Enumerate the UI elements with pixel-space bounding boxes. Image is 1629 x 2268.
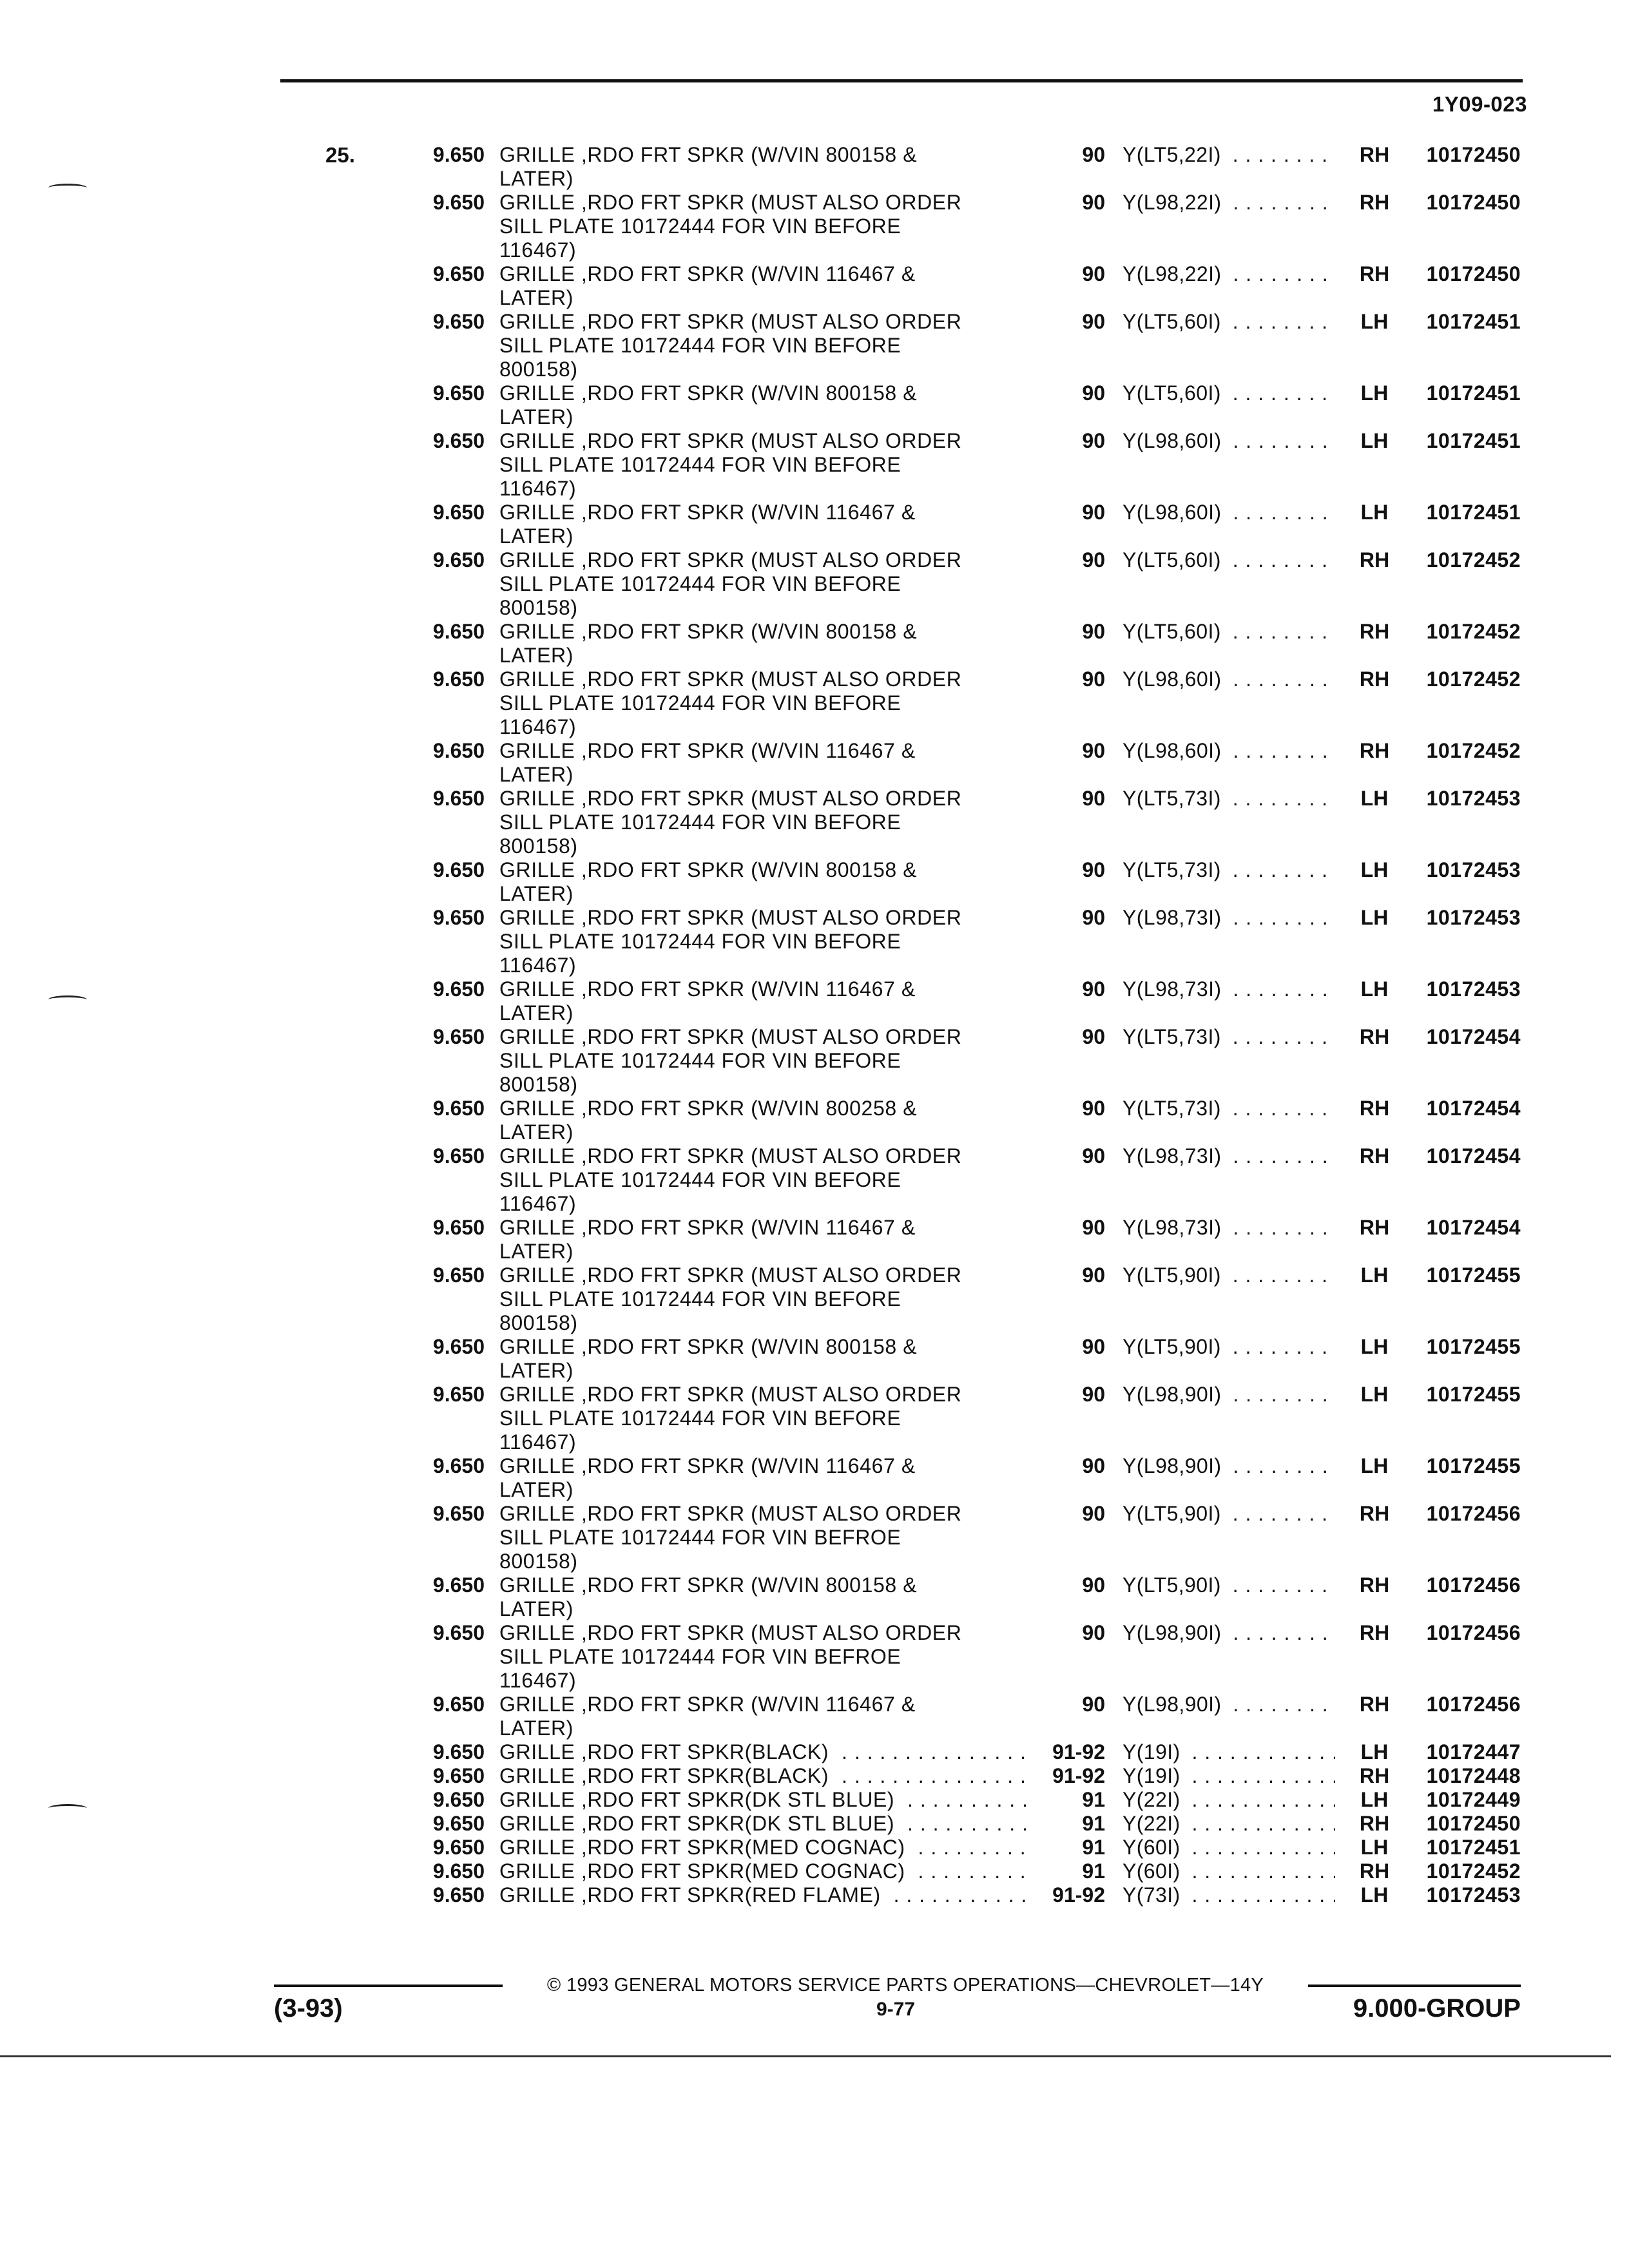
page-number: 9-77 bbox=[876, 1999, 916, 2020]
group-number: 9.650 bbox=[432, 1025, 485, 1048]
part-number: 10172451 bbox=[1426, 501, 1521, 524]
part-row bbox=[0, 977, 1629, 1025]
group-number: 9.650 bbox=[432, 1502, 485, 1525]
part-description: GRILLE ,RDO FRT SPKR (W/VIN 800158 & LATER) bbox=[499, 858, 918, 905]
usage-code bbox=[1123, 858, 1335, 882]
part-description: GRILLE ,RDO FRT SPKR (MUST ALSO ORDER SILL PLATE 10172444 FOR VIN BEFORE 800158) bbox=[499, 787, 962, 858]
part-number: 10172450 bbox=[1426, 191, 1521, 214]
usage-code-text: Y(LT5,90I) bbox=[1123, 1573, 1226, 1597]
part-row bbox=[0, 1144, 1629, 1216]
usage-code-text: Y(LT5,22I) bbox=[1123, 143, 1226, 166]
group-number: 9.650 bbox=[432, 1836, 485, 1859]
part-row bbox=[0, 668, 1629, 739]
usage-code-text: Y(LT5,60I) bbox=[1123, 310, 1226, 333]
side-code: LH bbox=[1360, 1335, 1389, 1358]
part-description-text: GRILLE ,RDO FRT SPKR(BLACK) bbox=[499, 1764, 835, 1787]
part-description: GRILLE ,RDO FRT SPKR (MUST ALSO ORDER SILL PLATE 10172444 FOR VIN BEFORE 116467) bbox=[499, 668, 962, 738]
group-number: 9.650 bbox=[432, 143, 485, 166]
model-years: 91-92 bbox=[1052, 1764, 1105, 1787]
part-description: GRILLE ,RDO FRT SPKR (W/VIN 116467 & LATER) bbox=[499, 739, 916, 786]
usage-code bbox=[1123, 1335, 1335, 1359]
usage-code bbox=[1123, 1693, 1335, 1716]
model-years: 90 bbox=[1082, 548, 1105, 572]
usage-code-text: Y(LT5,73I) bbox=[1123, 1097, 1226, 1120]
revision-date: (3-93) bbox=[274, 1994, 343, 2023]
part-row bbox=[0, 1454, 1629, 1502]
part-description: GRILLE ,RDO FRT SPKR (MUST ALSO ORDER SILL PLATE 10172444 FOR VIN BEFORE 800158) bbox=[499, 1025, 962, 1096]
usage-code-text: Y(LT5,90I) bbox=[1123, 1335, 1226, 1358]
part-row bbox=[0, 1740, 1629, 1764]
copyright-notice: © 1993 GENERAL MOTORS SERVICE PARTS OPERATIONS—CHEVROLET—14Y bbox=[503, 1975, 1308, 1996]
part-number: 10172454 bbox=[1426, 1097, 1521, 1120]
document-code: 1Y09-023 bbox=[1432, 92, 1527, 116]
part-row bbox=[0, 1216, 1629, 1264]
usage-code bbox=[1123, 262, 1335, 286]
part-row bbox=[0, 787, 1629, 858]
group-number: 9.650 bbox=[432, 1573, 485, 1597]
group-label: 9.000-GROUP bbox=[1353, 1994, 1521, 2023]
model-years: 90 bbox=[1082, 668, 1105, 691]
group-number: 9.650 bbox=[432, 620, 485, 643]
group-number: 9.650 bbox=[432, 548, 485, 572]
usage-code-text: Y(L98,90I) bbox=[1123, 1454, 1226, 1477]
part-number: 10172453 bbox=[1426, 858, 1521, 881]
group-number: 9.650 bbox=[432, 501, 485, 524]
usage-code bbox=[1123, 977, 1335, 1001]
part-row bbox=[0, 858, 1629, 906]
part-row bbox=[0, 739, 1629, 787]
side-code: LH bbox=[1360, 310, 1389, 333]
model-years: 90 bbox=[1082, 143, 1105, 166]
model-years: 91 bbox=[1082, 1788, 1105, 1811]
part-row bbox=[0, 1860, 1629, 1883]
side-code: LH bbox=[1360, 906, 1389, 929]
group-number: 9.650 bbox=[432, 977, 485, 1001]
group-number: 9.650 bbox=[432, 381, 485, 405]
part-row bbox=[0, 1025, 1629, 1097]
model-years: 90 bbox=[1082, 977, 1105, 1001]
part-number: 10172455 bbox=[1426, 1454, 1521, 1477]
part-row bbox=[0, 1693, 1629, 1740]
model-years: 90 bbox=[1082, 787, 1105, 810]
part-number: 10172456 bbox=[1426, 1693, 1521, 1716]
usage-code-text: Y(L98,60I) bbox=[1123, 429, 1226, 452]
side-code: LH bbox=[1360, 1383, 1389, 1406]
side-code: LH bbox=[1360, 1883, 1389, 1907]
model-years: 90 bbox=[1082, 1383, 1105, 1406]
usage-code bbox=[1123, 548, 1335, 572]
part-number: 10172455 bbox=[1426, 1383, 1521, 1406]
usage-code bbox=[1123, 1764, 1335, 1788]
model-years: 91 bbox=[1082, 1836, 1105, 1859]
model-years: 90 bbox=[1082, 1621, 1105, 1644]
part-description: GRILLE ,RDO FRT SPKR (W/VIN 116467 & LATER) bbox=[499, 977, 916, 1024]
side-code: RH bbox=[1359, 1621, 1390, 1644]
group-number: 9.650 bbox=[432, 1740, 485, 1763]
part-description: GRILLE ,RDO FRT SPKR (MUST ALSO ORDER SILL PLATE 10172444 FOR VIN BEFROE 800158) bbox=[499, 1502, 962, 1573]
group-number: 9.650 bbox=[432, 1216, 485, 1239]
side-code: RH bbox=[1359, 1025, 1390, 1048]
part-description: GRILLE ,RDO FRT SPKR (MUST ALSO ORDER SILL PLATE 10172444 FOR VIN BEFORE 116467) bbox=[499, 191, 962, 262]
usage-code-text: Y(L98,73I) bbox=[1123, 1144, 1226, 1168]
usage-code-text: Y(60I) bbox=[1123, 1836, 1186, 1859]
side-code: RH bbox=[1359, 668, 1390, 691]
group-number: 9.650 bbox=[432, 310, 485, 333]
group-number: 9.650 bbox=[432, 787, 485, 810]
part-number: 10172449 bbox=[1426, 1788, 1521, 1811]
usage-code bbox=[1123, 143, 1335, 167]
group-number: 9.650 bbox=[432, 906, 485, 929]
usage-code-text: Y(LT5,60I) bbox=[1123, 620, 1226, 643]
part-description: GRILLE ,RDO FRT SPKR (W/VIN 800158 & LATER) bbox=[499, 620, 918, 667]
usage-code bbox=[1123, 1812, 1335, 1836]
side-code: RH bbox=[1359, 739, 1390, 762]
group-number: 9.650 bbox=[432, 1812, 485, 1835]
group-number: 9.650 bbox=[432, 1097, 485, 1120]
model-years: 90 bbox=[1082, 1144, 1105, 1168]
side-code: LH bbox=[1360, 977, 1389, 1001]
part-number: 10172452 bbox=[1426, 739, 1521, 762]
part-description: GRILLE ,RDO FRT SPKR (MUST ALSO ORDER SILL PLATE 10172444 FOR VIN BEFORE 800158) bbox=[499, 1264, 962, 1334]
part-description: GRILLE ,RDO FRT SPKR (W/VIN 800258 & LATER) bbox=[499, 1097, 918, 1144]
model-years: 90 bbox=[1082, 739, 1105, 762]
side-code: LH bbox=[1360, 1836, 1389, 1859]
side-code: LH bbox=[1360, 1740, 1389, 1763]
part-number: 10172456 bbox=[1426, 1502, 1521, 1525]
part-row bbox=[0, 1621, 1629, 1693]
part-number: 10172452 bbox=[1426, 668, 1521, 691]
part-number: 10172452 bbox=[1426, 1860, 1521, 1883]
part-number: 10172455 bbox=[1426, 1335, 1521, 1358]
model-years: 90 bbox=[1082, 501, 1105, 524]
side-code: LH bbox=[1360, 787, 1389, 810]
usage-code-text: Y(L98,22I) bbox=[1123, 191, 1226, 214]
usage-code bbox=[1123, 1573, 1335, 1597]
part-number: 10172456 bbox=[1426, 1621, 1521, 1644]
model-years: 90 bbox=[1082, 191, 1105, 214]
side-code: RH bbox=[1359, 143, 1390, 166]
group-number: 9.650 bbox=[432, 1764, 485, 1787]
side-code: RH bbox=[1359, 1573, 1390, 1597]
part-description-text: GRILLE ,RDO FRT SPKR(DK STL BLUE) bbox=[499, 1788, 901, 1811]
usage-code-text: Y(L98,73I) bbox=[1123, 906, 1226, 929]
part-number: 10172451 bbox=[1426, 1836, 1521, 1859]
usage-code-text: Y(22I) bbox=[1123, 1788, 1186, 1811]
usage-code bbox=[1123, 1097, 1335, 1120]
usage-code-text: Y(LT5,73I) bbox=[1123, 858, 1226, 881]
part-number: 10172450 bbox=[1426, 143, 1521, 166]
group-number: 9.650 bbox=[432, 1264, 485, 1287]
part-row bbox=[0, 262, 1629, 310]
model-years: 91-92 bbox=[1052, 1883, 1105, 1907]
usage-code bbox=[1123, 787, 1335, 811]
usage-code bbox=[1123, 429, 1335, 453]
group-number: 9.650 bbox=[432, 1335, 485, 1358]
part-description: GRILLE ,RDO FRT SPKR (W/VIN 116467 & LATER) bbox=[499, 501, 916, 548]
usage-code bbox=[1123, 1621, 1335, 1645]
usage-code-text: Y(L98,60I) bbox=[1123, 668, 1226, 691]
part-row bbox=[0, 501, 1629, 548]
side-code: RH bbox=[1359, 1216, 1390, 1239]
usage-code bbox=[1123, 1144, 1335, 1168]
part-description: GRILLE ,RDO FRT SPKR (W/VIN 800158 & LATER) bbox=[499, 1335, 918, 1382]
group-number: 9.650 bbox=[432, 1621, 485, 1644]
model-years: 91 bbox=[1082, 1812, 1105, 1835]
part-description-text: GRILLE ,RDO FRT SPKR(RED FLAME) bbox=[499, 1883, 887, 1907]
usage-code-text: Y(L98,60I) bbox=[1123, 501, 1226, 524]
part-number: 10172451 bbox=[1426, 429, 1521, 452]
side-code: LH bbox=[1360, 1788, 1389, 1811]
part-description: GRILLE ,RDO FRT SPKR (W/VIN 116467 & LATER) bbox=[499, 1693, 916, 1740]
part-row bbox=[0, 1812, 1629, 1836]
part-number: 10172455 bbox=[1426, 1264, 1521, 1287]
usage-code-text: Y(60I) bbox=[1123, 1860, 1186, 1883]
side-code: RH bbox=[1359, 620, 1390, 643]
usage-code-text: Y(LT5,90I) bbox=[1123, 1264, 1226, 1287]
usage-code-text: Y(19I) bbox=[1123, 1740, 1186, 1763]
part-number: 10172452 bbox=[1426, 620, 1521, 643]
part-description: GRILLE ,RDO FRT SPKR (MUST ALSO ORDER SILL PLATE 10172444 FOR VIN BEFORE 800158) bbox=[499, 548, 962, 619]
usage-code-text: Y(22I) bbox=[1123, 1812, 1186, 1835]
part-description bbox=[499, 1883, 1028, 1907]
usage-code bbox=[1123, 1860, 1335, 1883]
side-code: LH bbox=[1360, 858, 1389, 881]
model-years: 90 bbox=[1082, 858, 1105, 881]
usage-code bbox=[1123, 1740, 1335, 1764]
part-row bbox=[0, 906, 1629, 977]
part-row bbox=[0, 1788, 1629, 1812]
usage-code-text: Y(73I) bbox=[1123, 1883, 1186, 1907]
part-row bbox=[0, 1335, 1629, 1383]
usage-code bbox=[1123, 1788, 1335, 1812]
usage-code-text: Y(L98,90I) bbox=[1123, 1383, 1226, 1406]
part-row bbox=[0, 1502, 1629, 1573]
part-row bbox=[0, 429, 1629, 501]
part-description bbox=[499, 1740, 1028, 1764]
usage-code-text: Y(L98,73I) bbox=[1123, 977, 1226, 1001]
side-code: LH bbox=[1360, 381, 1389, 405]
part-number: 10172450 bbox=[1426, 262, 1521, 285]
model-years: 90 bbox=[1082, 906, 1105, 929]
part-number: 10172454 bbox=[1426, 1144, 1521, 1168]
usage-code bbox=[1123, 1383, 1335, 1407]
model-years: 90 bbox=[1082, 1693, 1105, 1716]
model-years: 90 bbox=[1082, 1502, 1105, 1525]
scan-edge-line bbox=[0, 2055, 1611, 2057]
part-row bbox=[0, 381, 1629, 429]
side-code: RH bbox=[1359, 262, 1390, 285]
usage-code-text: Y(L98,90I) bbox=[1123, 1693, 1226, 1716]
model-years: 90 bbox=[1082, 1335, 1105, 1358]
usage-code-text: Y(LT5,60I) bbox=[1123, 548, 1226, 572]
part-row bbox=[0, 191, 1629, 262]
part-description-text: GRILLE ,RDO FRT SPKR(MED COGNAC) bbox=[499, 1860, 912, 1883]
side-code: RH bbox=[1359, 1812, 1390, 1835]
usage-code bbox=[1123, 310, 1335, 334]
side-code: RH bbox=[1359, 1693, 1390, 1716]
model-years: 90 bbox=[1082, 1454, 1105, 1477]
usage-code-text: Y(LT5,60I) bbox=[1123, 381, 1226, 405]
usage-code-text: Y(L98,60I) bbox=[1123, 739, 1226, 762]
usage-code bbox=[1123, 1025, 1335, 1049]
part-number: 10172453 bbox=[1426, 1883, 1521, 1907]
usage-code bbox=[1123, 620, 1335, 644]
model-years: 90 bbox=[1082, 429, 1105, 452]
usage-code-text: Y(LT5,73I) bbox=[1123, 787, 1226, 810]
part-row bbox=[0, 1883, 1629, 1907]
side-code: LH bbox=[1360, 1454, 1389, 1477]
part-row bbox=[0, 620, 1629, 668]
side-code: LH bbox=[1360, 429, 1389, 452]
usage-code bbox=[1123, 1264, 1335, 1287]
part-description: GRILLE ,RDO FRT SPKR (W/VIN 116467 & LATER) bbox=[499, 1454, 916, 1501]
usage-code bbox=[1123, 1454, 1335, 1478]
part-description-text: GRILLE ,RDO FRT SPKR(DK STL BLUE) bbox=[499, 1812, 901, 1835]
side-code: RH bbox=[1359, 1097, 1390, 1120]
side-code: RH bbox=[1359, 1764, 1390, 1787]
part-description: GRILLE ,RDO FRT SPKR (W/VIN 800158 & LATER) bbox=[499, 381, 918, 428]
usage-code-text: Y(L98,90I) bbox=[1123, 1621, 1226, 1644]
group-number: 9.650 bbox=[432, 429, 485, 452]
part-row bbox=[0, 1383, 1629, 1454]
part-number: 10172451 bbox=[1426, 310, 1521, 333]
side-code: LH bbox=[1360, 1264, 1389, 1287]
part-description: GRILLE ,RDO FRT SPKR (W/VIN 116467 & LATER) bbox=[499, 1216, 916, 1263]
part-description: GRILLE ,RDO FRT SPKR (MUST ALSO ORDER SILL PLATE 10172444 FOR VIN BEFORE 116467) bbox=[499, 906, 962, 977]
side-code: RH bbox=[1359, 1144, 1390, 1168]
part-number: 10172451 bbox=[1426, 381, 1521, 405]
side-code: RH bbox=[1359, 1860, 1390, 1883]
usage-code bbox=[1123, 1216, 1335, 1240]
model-years: 90 bbox=[1082, 1573, 1105, 1597]
side-code: RH bbox=[1359, 1502, 1390, 1525]
part-description-text: GRILLE ,RDO FRT SPKR(BLACK) bbox=[499, 1740, 835, 1763]
part-description: GRILLE ,RDO FRT SPKR (W/VIN 116467 & LATER) bbox=[499, 262, 916, 309]
part-number: 10172454 bbox=[1426, 1025, 1521, 1048]
model-years: 90 bbox=[1082, 381, 1105, 405]
group-number: 9.650 bbox=[432, 858, 485, 881]
usage-code bbox=[1123, 668, 1335, 691]
model-years: 90 bbox=[1082, 1097, 1105, 1120]
usage-code bbox=[1123, 501, 1335, 524]
usage-code-text: Y(L98,22I) bbox=[1123, 262, 1226, 285]
part-number: 10172447 bbox=[1426, 1740, 1521, 1763]
part-description bbox=[499, 1764, 1028, 1788]
part-row bbox=[0, 1836, 1629, 1860]
part-number: 10172450 bbox=[1426, 1812, 1521, 1835]
part-description bbox=[499, 1812, 1028, 1836]
usage-code bbox=[1123, 739, 1335, 763]
part-row bbox=[0, 1764, 1629, 1788]
group-number: 9.650 bbox=[432, 1383, 485, 1406]
group-number: 9.650 bbox=[432, 668, 485, 691]
item-number: 25. bbox=[325, 143, 355, 167]
part-number: 10172456 bbox=[1426, 1573, 1521, 1597]
usage-code-text: Y(LT5,90I) bbox=[1123, 1502, 1226, 1525]
usage-code-text: Y(LT5,73I) bbox=[1123, 1025, 1226, 1048]
part-description: GRILLE ,RDO FRT SPKR (W/VIN 800158 & LATER) bbox=[499, 143, 918, 190]
model-years: 90 bbox=[1082, 1264, 1105, 1287]
usage-code bbox=[1123, 906, 1335, 930]
part-number: 10172453 bbox=[1426, 906, 1521, 929]
part-description: GRILLE ,RDO FRT SPKR (MUST ALSO ORDER SILL PLATE 10172444 FOR VIN BEFORE 116467) bbox=[499, 1383, 962, 1454]
group-number: 9.650 bbox=[432, 1788, 485, 1811]
part-number: 10172452 bbox=[1426, 548, 1521, 572]
group-number: 9.650 bbox=[432, 262, 485, 285]
group-number: 9.650 bbox=[432, 1883, 485, 1907]
part-row bbox=[0, 1264, 1629, 1335]
part-row bbox=[0, 1097, 1629, 1144]
model-years: 90 bbox=[1082, 620, 1105, 643]
part-description: GRILLE ,RDO FRT SPKR (W/VIN 800158 & LATER) bbox=[499, 1573, 918, 1620]
usage-code-text: Y(19I) bbox=[1123, 1764, 1186, 1787]
part-description bbox=[499, 1860, 1028, 1883]
part-description: GRILLE ,RDO FRT SPKR (MUST ALSO ORDER SILL PLATE 10172444 FOR VIN BEFROE 116467) bbox=[499, 1621, 962, 1692]
part-description bbox=[499, 1788, 1028, 1812]
group-number: 9.650 bbox=[432, 1144, 485, 1168]
group-number: 9.650 bbox=[432, 1693, 485, 1716]
part-description: GRILLE ,RDO FRT SPKR (MUST ALSO ORDER SILL PLATE 10172444 FOR VIN BEFORE 116467) bbox=[499, 429, 962, 500]
model-years: 90 bbox=[1082, 1025, 1105, 1048]
usage-code bbox=[1123, 191, 1335, 215]
group-number: 9.650 bbox=[432, 739, 485, 762]
group-number: 9.650 bbox=[432, 1860, 485, 1883]
side-code: LH bbox=[1360, 501, 1389, 524]
part-number: 10172453 bbox=[1426, 787, 1521, 810]
part-description: GRILLE ,RDO FRT SPKR (MUST ALSO ORDER SILL PLATE 10172444 FOR VIN BEFORE 116467) bbox=[499, 1144, 962, 1215]
model-years: 91 bbox=[1082, 1860, 1105, 1883]
usage-code bbox=[1123, 1502, 1335, 1526]
parts-list bbox=[0, 143, 1629, 1907]
model-years: 91-92 bbox=[1052, 1740, 1105, 1763]
group-number: 9.650 bbox=[432, 1454, 485, 1477]
usage-code-text: Y(L98,73I) bbox=[1123, 1216, 1226, 1239]
part-number: 10172454 bbox=[1426, 1216, 1521, 1239]
part-row bbox=[0, 143, 1629, 191]
model-years: 90 bbox=[1082, 1216, 1105, 1239]
usage-code bbox=[1123, 1883, 1335, 1907]
part-row bbox=[0, 1573, 1629, 1621]
usage-code bbox=[1123, 1836, 1335, 1860]
part-number: 10172448 bbox=[1426, 1764, 1521, 1787]
part-description: GRILLE ,RDO FRT SPKR (MUST ALSO ORDER SILL PLATE 10172444 FOR VIN BEFORE 800158) bbox=[499, 310, 962, 381]
header-rule bbox=[280, 79, 1523, 82]
group-number: 9.650 bbox=[432, 191, 485, 214]
part-description-text: GRILLE ,RDO FRT SPKR(MED COGNAC) bbox=[499, 1836, 912, 1859]
side-code: RH bbox=[1359, 191, 1390, 214]
usage-code bbox=[1123, 381, 1335, 405]
part-description bbox=[499, 1836, 1028, 1860]
part-number: 10172453 bbox=[1426, 977, 1521, 1001]
part-row bbox=[0, 310, 1629, 381]
part-row bbox=[0, 548, 1629, 620]
model-years: 90 bbox=[1082, 262, 1105, 285]
side-code: RH bbox=[1359, 548, 1390, 572]
model-years: 90 bbox=[1082, 310, 1105, 333]
